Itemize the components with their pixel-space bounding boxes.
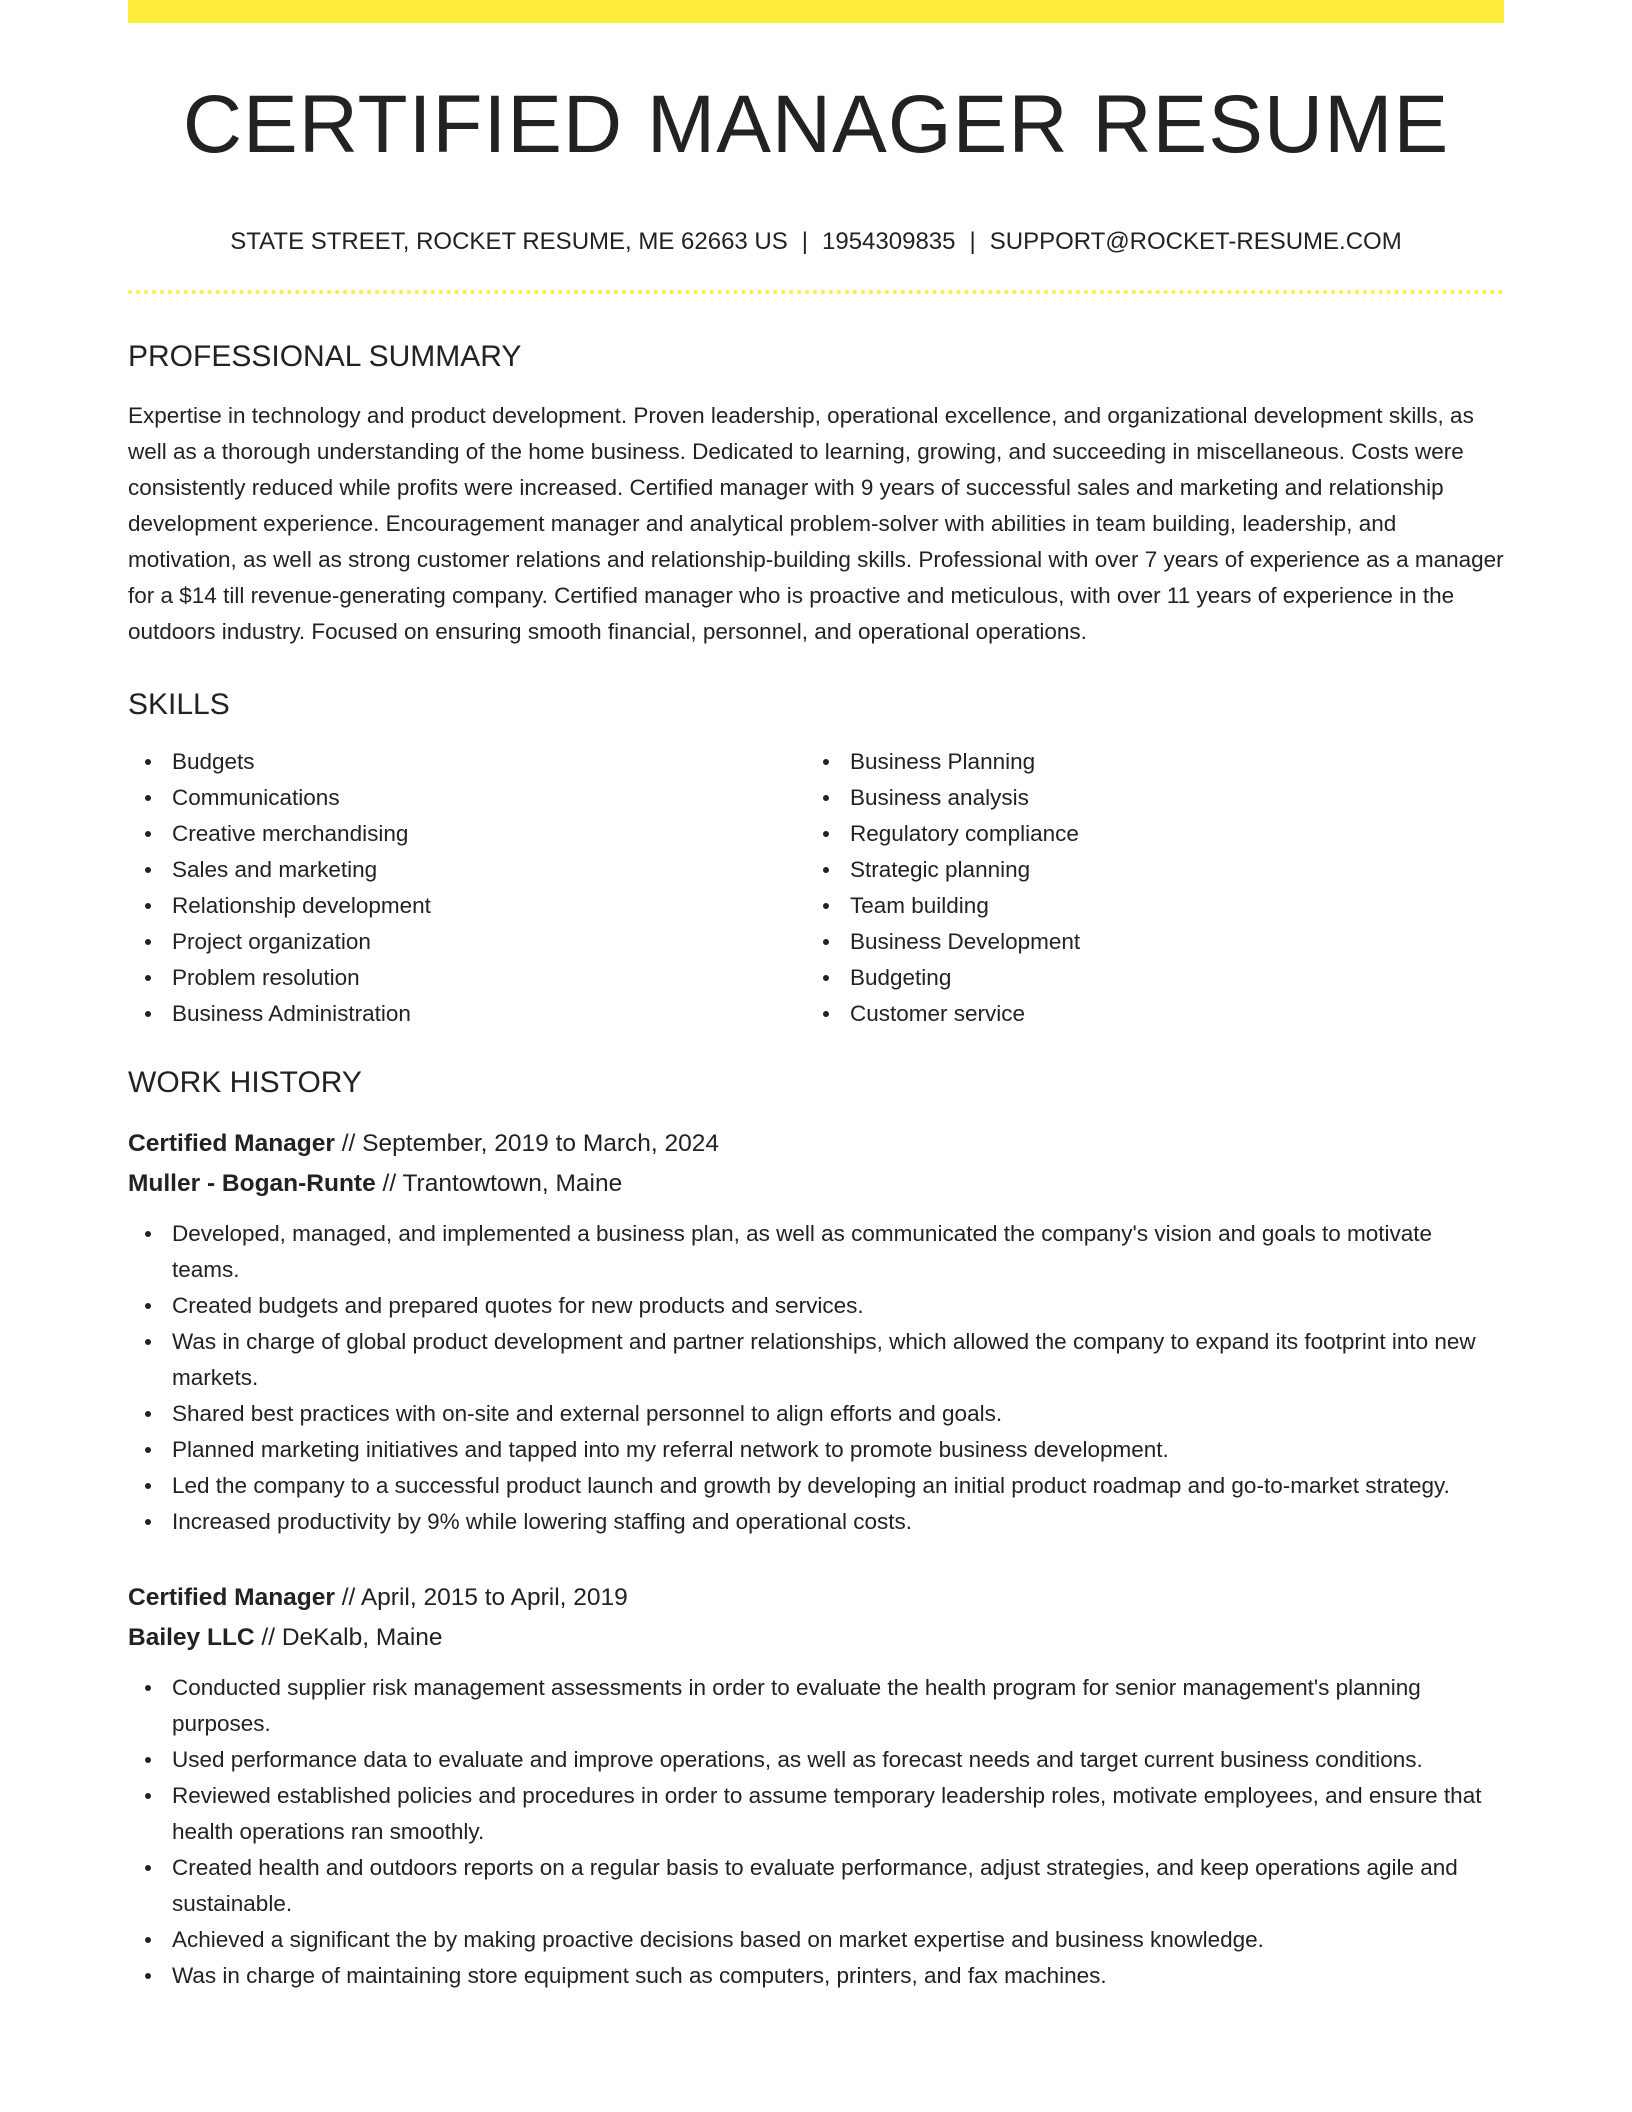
job-entry (128, 1124, 1504, 1540)
job-location: // DeKalb, Maine (254, 1624, 443, 1651)
skills-column-right (806, 744, 1484, 1032)
resume-page (128, 0, 1504, 1994)
skill-item: Communications (172, 780, 806, 816)
skill-item: Problem resolution (172, 960, 806, 996)
work-history-heading: WORK HISTORY (128, 1066, 362, 1099)
contact-separator: | (801, 228, 809, 255)
job-bullet: Increased productivity by 9% while lowering staffing and operational costs. (172, 1504, 1504, 1540)
job-entry (128, 1578, 1504, 1994)
job-bullet: Led the company to a successful product launch and growth by developing an initial product roadmap and go-to-market strategy. (172, 1468, 1504, 1504)
skill-item: Relationship development (172, 888, 806, 924)
job-company-line (128, 1618, 1504, 1658)
skill-item: Regulatory compliance (850, 816, 1484, 852)
dotted-divider (128, 290, 1504, 294)
job-bullet: Planned marketing initiatives and tapped into my referral network to promote business development. (172, 1432, 1504, 1468)
skills-list (128, 744, 1504, 1032)
contact-email: SUPPORT@ROCKET-RESUME.COM (989, 228, 1402, 255)
summary-heading: PROFESSIONAL SUMMARY (128, 340, 522, 373)
job-bullets (128, 1216, 1504, 1540)
job-bullet: Was in charge of global product development and partner relationships, which allowed the company to expand its footprint into new markets. (172, 1324, 1504, 1396)
job-dates: // April, 2015 to April, 2019 (334, 1584, 628, 1611)
skill-item: Budgets (172, 744, 806, 780)
job-title-line (128, 1578, 1504, 1618)
job-company: Bailey LLC (128, 1624, 255, 1651)
job-title: Certified Manager (128, 1584, 335, 1611)
job-location: // Trantowtown, Maine (375, 1170, 623, 1197)
job-bullet: Was in charge of maintaining store equipment such as computers, printers, and fax machines. (172, 1958, 1504, 1994)
job-company: Muller - Bogan-Runte (128, 1170, 376, 1197)
skill-item: Business Development (850, 924, 1484, 960)
contact-separator: | (969, 228, 976, 255)
job-title: Certified Manager (128, 1130, 335, 1157)
contact-address: STATE STREET, ROCKET RESUME, ME 62663 US (230, 228, 788, 255)
job-dates: // September, 2019 to March, 2024 (334, 1130, 720, 1157)
skills-column-left (128, 744, 806, 1032)
job-bullets (128, 1670, 1504, 1994)
job-title-line (128, 1124, 1504, 1164)
skill-item: Project organization (172, 924, 806, 960)
job-bullet: Used performance data to evaluate and improve operations, as well as forecast needs and target current business conditions. (172, 1742, 1504, 1778)
job-bullet: Shared best practices with on-site and external personnel to align efforts and goals. (172, 1396, 1504, 1432)
skill-item: Strategic planning (850, 852, 1484, 888)
top-accent-bar (128, 0, 1504, 23)
skill-item: Business Administration (172, 996, 806, 1032)
job-company-line (128, 1164, 1504, 1204)
contact-phone: 1954309835 (822, 228, 956, 255)
skills-heading: SKILLS (128, 688, 230, 721)
summary-text: Expertise in technology and product development. Proven leadership, operational excellence, and organizational development skills, as well as a thorough understanding of the home business. Dedicated to learning, growing, and succeeding in miscellaneous. Costs were consistently reduced while profits were increased. Certified manager with 9 years of successful sales and marketing and relationship development experience. Encouragement manager and analytical problem-solver with abilities in team building, leadership, and motivation, as well as strong customer relations and relationship-building skills. Professional with over 7 years of experience as a manager for a $14 till revenue-generating company. Certified manager who is proactive and meticulous, with over 11 years of experience in the outdoors industry. Focused on ensuring smooth financial, personnel, and operational operations. (128, 403, 1504, 644)
resume-title: CERTIFIED MANAGER RESUME (182, 79, 1450, 170)
skill-item: Customer service (850, 996, 1484, 1032)
job-bullet: Created budgets and prepared quotes for new products and services. (172, 1288, 1504, 1324)
job-bullet: Created health and outdoors reports on a regular basis to evaluate performance, adjust strategies, and keep operations agile and sustainable. (172, 1850, 1504, 1922)
skill-item: Sales and marketing (172, 852, 806, 888)
skill-item: Creative merchandising (172, 816, 806, 852)
contact-line (128, 230, 1504, 254)
job-bullet: Conducted supplier risk management assessments in order to evaluate the health program for senior management's planning purposes. (172, 1670, 1504, 1742)
job-bullet: Developed, managed, and implemented a business plan, as well as communicated the company's vision and goals to motivate teams. (172, 1216, 1504, 1288)
skill-item: Team building (850, 888, 1484, 924)
job-bullet: Reviewed established policies and procedures in order to assume temporary leadership roles, motivate employees, and ensure that health operations ran smoothly. (172, 1778, 1504, 1850)
skill-item: Budgeting (850, 960, 1484, 996)
job-bullet: Achieved a significant the by making proactive decisions based on market expertise and business knowledge. (172, 1922, 1504, 1958)
skill-item: Business analysis (850, 780, 1484, 816)
skill-item: Business Planning (850, 744, 1484, 780)
